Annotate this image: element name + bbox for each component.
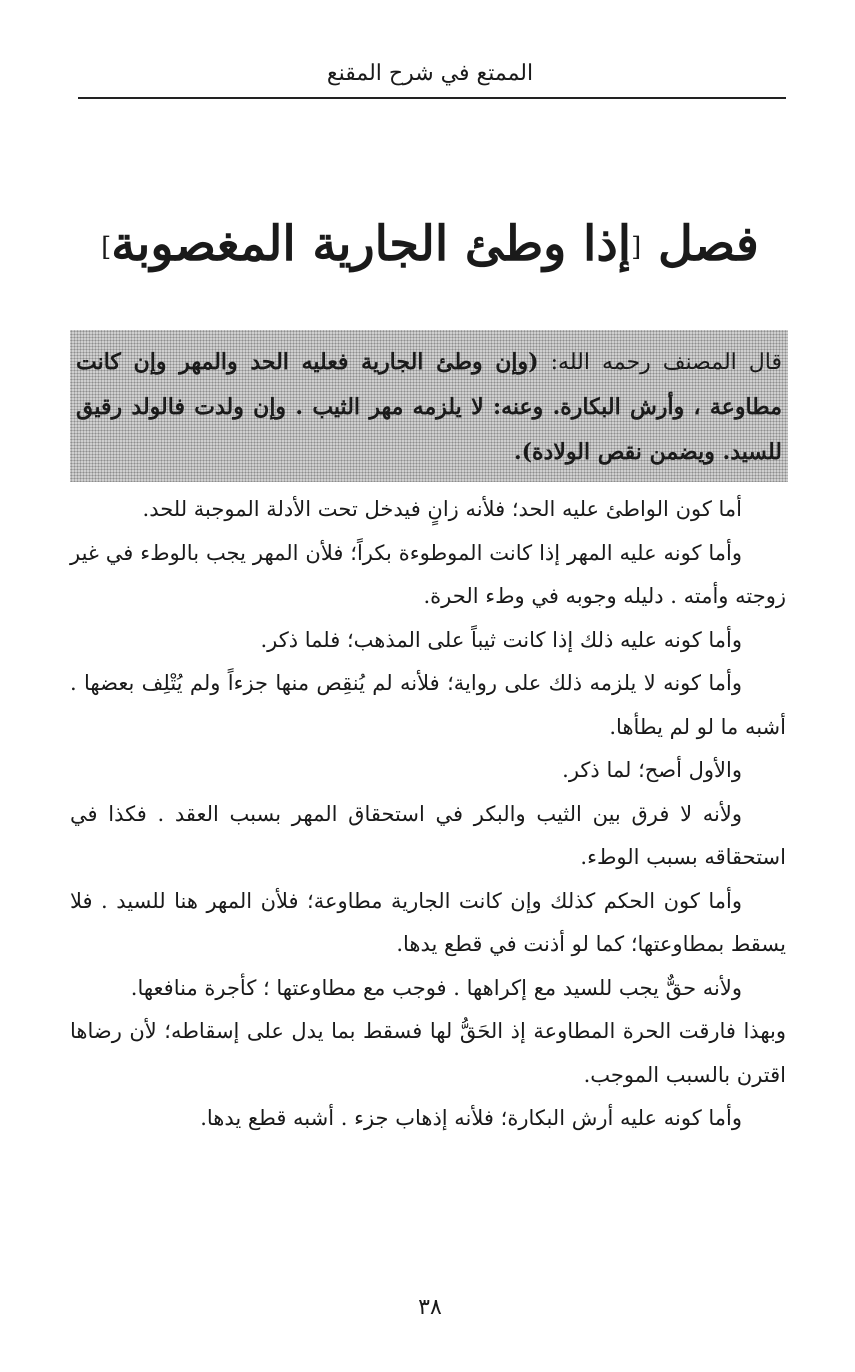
paragraph: وأما كون الحكم كذلك وإن كانت الجارية مطاوعة؛ فلأن المهر هنا للسيد . فلا يسقط بمطاوعتها؛ كما لو أذنت في قطع يدها. — [70, 888, 786, 956]
chapter-bracket-open: [ — [631, 232, 642, 263]
paragraph: ولأنه حقٌّ يجب للسيد مع إكراهها . فوجب مع مطاوعتها ؛ كأجرة منافعها. — [130, 975, 742, 1000]
chapter-title-text: إذا وطئ الجارية المغصوبة — [111, 216, 632, 272]
paragraph: أما كون الواطئ عليه الحد؛ فلأنه زانٍ فيدخل تحت الأدلة الموجبة للحد. — [142, 497, 742, 521]
paragraph: وبهذا فارقت الحرة المطاوعة إذ الحَقُّ لها فسقط بما يدل على إسقاطه؛ لأن رضاها اقترن بالسبب الموجب. — [70, 1019, 786, 1087]
page-number: ٣٨ — [418, 1295, 442, 1320]
paragraph: وأما كونه عليه أرش البكارة؛ فلأنه إذهاب جزء . أشبه قطع يدها. — [200, 1106, 742, 1130]
matn-lead: قال المصنف رحمه الله: — [538, 350, 783, 375]
paragraph: وأما كونه لا يلزمه ذلك على رواية؛ فلأنه لم يُنقِص منها جزءاً ولم يُتْلِف بعضها . أشبه ما لو لم يطأها. — [70, 671, 786, 739]
running-head-title: الممتع في شرح المقنع — [326, 61, 534, 86]
chapter-word: فصل — [657, 216, 759, 272]
paragraph: وأما كونه عليه المهر إذا كانت الموطوءة بكراً؛ فلأن المهر يجب بالوطء في غير زوجته وأمته . دليله وجوبه في وطء الحرة. — [70, 540, 786, 608]
header-rule — [78, 97, 786, 99]
chapter-heading — [60, 212, 800, 280]
matn-text: (وإن وطئ الجارية فعليه الحد والمهر وإن كانت مطاوعة ، وأرش البكارة. وعنه: لا يلزمه مهر الثيب . وإن ولدت فالولد رقيق للسيد. ويضمن نقص الولادة). — [76, 349, 782, 465]
chapter-bracket-close: ] — [101, 232, 112, 263]
paragraph: وأما كونه عليه ذلك إذا كانت ثيباً على المذهب؛ فلما ذكر. — [260, 627, 742, 652]
commentary-body — [70, 488, 786, 1141]
paragraph: ولأنه لا فرق بين الثيب والبكر في استحقاق المهر بسبب العقد . فكذا في استحقاقه بسبب الوطء. — [70, 801, 786, 869]
matn-quote-box — [70, 330, 788, 482]
paragraph: والأول أصح؛ لما ذكر. — [562, 758, 742, 782]
